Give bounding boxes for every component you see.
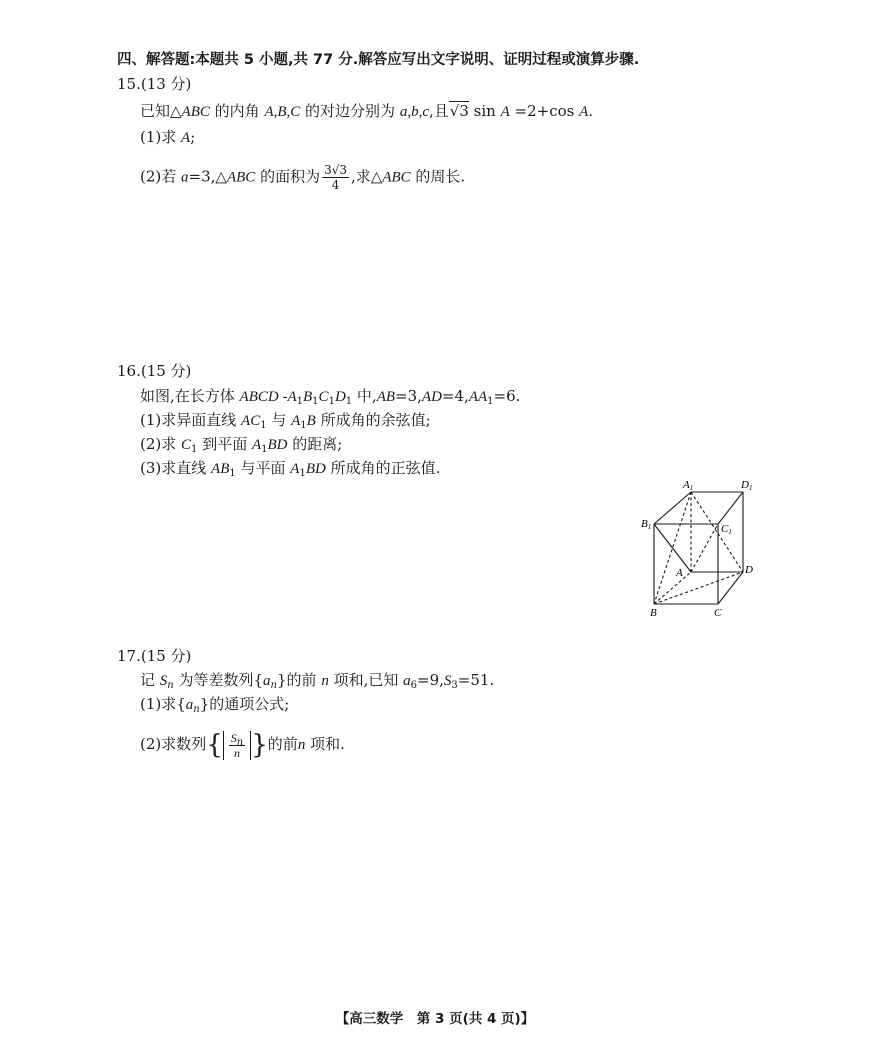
diag-a1-d <box>691 492 743 572</box>
q17-number: 17.(15 分) <box>117 647 192 665</box>
cuboid-figure <box>636 476 766 621</box>
label-b: B <box>650 607 657 619</box>
q16-number: 16.(15 分) <box>117 362 192 380</box>
edge-c-d <box>718 572 743 604</box>
diag-a-c1 <box>691 524 718 572</box>
q15-part2: (2)若 a=3,△ABC 的面积为 $\frac{3√3}{4}$ ,求△ABC 的周长. <box>140 163 466 192</box>
q15-part1: (1)求 A; <box>140 128 196 146</box>
label-c1: C1 <box>721 523 732 536</box>
area-fraction: $\frac{3√3}{4}$ <box>324 163 347 192</box>
q15-number: 15.(13 分) <box>117 75 192 93</box>
q16-part2: (2)求 $C_1$ 到平面 $A_1BD$ 的距离; <box>140 435 343 455</box>
edge-b1-a <box>654 524 691 572</box>
page-footer: 【高三数学 第 3 页(共 4 页)】 <box>335 1011 535 1027</box>
q16-part1: (1)求异面直线 $AC_1$ 与 $A_1B$ 所成角的余弦值; <box>140 411 431 431</box>
abs-sn-over-n: $\frac{S_n}{n}$ <box>223 731 251 760</box>
q17-part1: (1)求$\{a_n\}$的通项公式; <box>140 695 290 715</box>
q16-part3: (3)求直线 $AB_1$ 与平面 $A_1BD$ 所成角的正弦值. <box>140 459 441 479</box>
label-b1: B1 <box>641 518 652 531</box>
label-c: C <box>714 607 722 619</box>
label-a1: A1 <box>683 479 694 492</box>
q16-stem: 如图,在长方体 ABCD $-A_1B_1C_1D_1$ 中$,AB=3,AD=4,AA_1=6$. <box>140 387 521 407</box>
edge-c1-d1 <box>718 492 743 524</box>
q15-stem: 已知△ABC 的内角 A,B,C 的对边分别为 a,b,c,且√3 sin A =2+cos A. <box>140 102 594 120</box>
q17-stem: 记 $S_n$ 为等差数列$\{a_n\}$的前 n 项和,已知 $a_6=9,S_3=51$. <box>140 671 495 691</box>
section-header: 四、解答题:本题共 5 小题,共 77 分.解答应写出文字说明、证明过程或演算步骤. <box>117 52 640 68</box>
label-a: A <box>676 567 683 579</box>
q17-part2: (2)求数列{ $\frac{S_n}{n}$ }的前n 项和. <box>140 730 345 760</box>
label-d: D <box>745 564 753 576</box>
label-d1: D1 <box>741 479 753 492</box>
diag-b-d <box>654 572 743 604</box>
